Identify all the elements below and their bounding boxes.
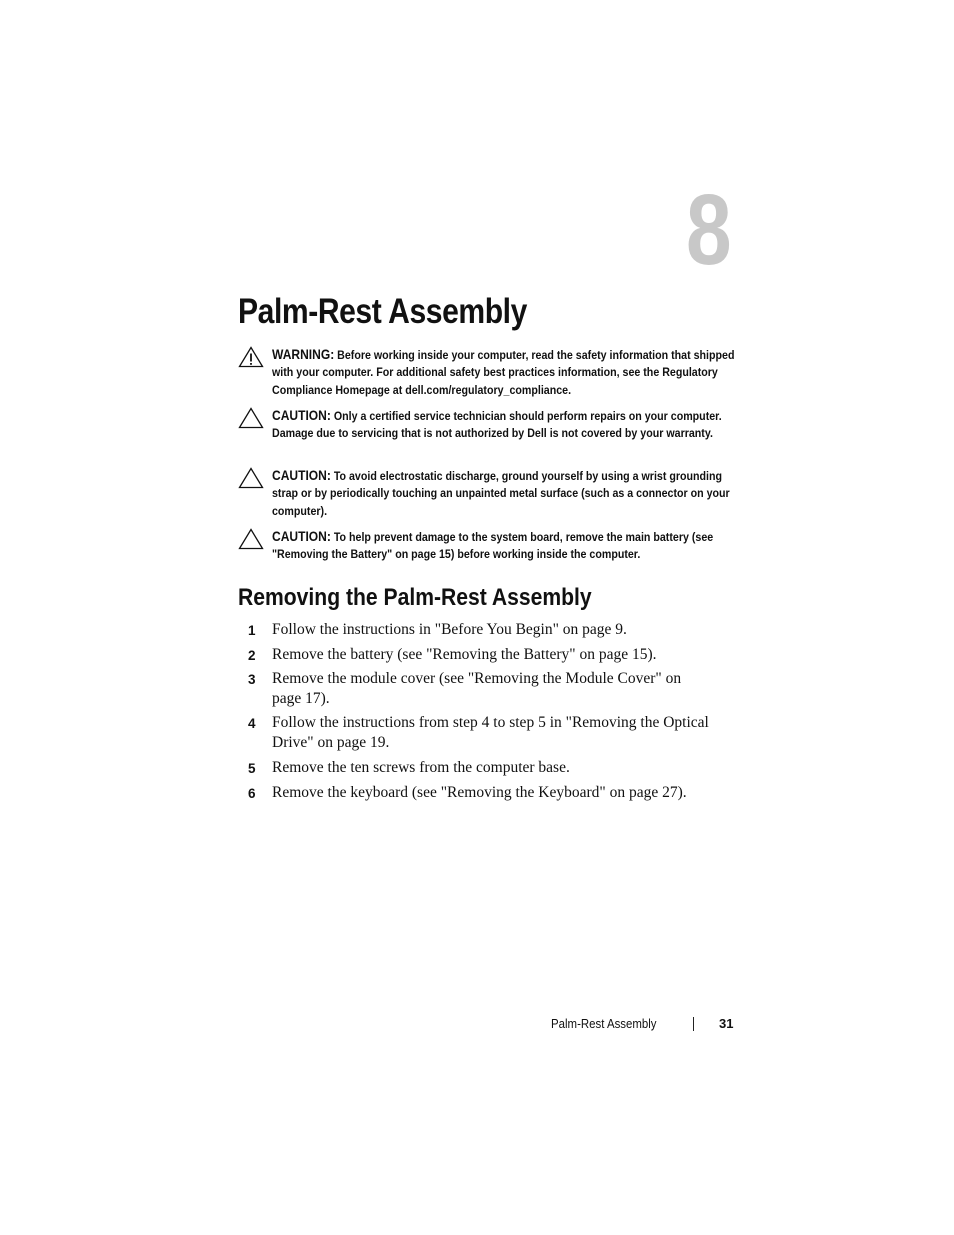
caution-label: CAUTION: bbox=[272, 467, 331, 483]
caution-text bbox=[272, 528, 736, 564]
page-title: Palm-Rest Assembly bbox=[238, 292, 527, 331]
warning-label: WARNING: bbox=[272, 346, 335, 362]
step-number: 2 bbox=[248, 648, 256, 663]
page-number: 31 bbox=[719, 1016, 734, 1031]
page-footer bbox=[551, 1014, 741, 1034]
step-number: 5 bbox=[248, 761, 256, 776]
warning-text bbox=[272, 346, 736, 399]
caution-body: To help prevent damage to the system board, remove the main battery (see "Removing the Battery" on page 15) before working inside the computer. bbox=[272, 530, 714, 562]
caution-label: CAUTION: bbox=[272, 407, 331, 423]
caution-body: To avoid electrostatic discharge, ground yourself by using a wrist grounding strap or by periodically touching an unpainted metal surface (such as a connector on your computer). bbox=[272, 469, 730, 518]
step-text: Remove the ten screws from the computer base. bbox=[272, 759, 570, 776]
caution-icon bbox=[238, 407, 264, 429]
step-text: Remove the module cover (see "Removing the Module Cover" on page 17). bbox=[272, 670, 682, 707]
footer-title: Palm-Rest Assembly bbox=[551, 1016, 657, 1031]
caution-label: CAUTION: bbox=[272, 528, 331, 544]
step-number: 1 bbox=[248, 623, 256, 638]
chapter-number: 8 bbox=[686, 174, 732, 286]
section-heading: Removing the Palm-Rest Assembly bbox=[238, 584, 592, 611]
step-text: Remove the battery (see "Removing the Battery" on page 15). bbox=[272, 646, 657, 663]
step-number: 6 bbox=[248, 786, 256, 801]
warning-body: Before working inside your computer, read the safety information that shipped with your computer. For additional safety best practices information, see the Regulatory Compliance Homepage at dell.com/regulatory_compliance. bbox=[272, 348, 735, 397]
caution-icon bbox=[238, 467, 264, 489]
caution-text bbox=[272, 467, 736, 520]
caution-icon bbox=[238, 528, 264, 550]
footer-divider bbox=[693, 1017, 694, 1031]
caution-body: Only a certified service technician should perform repairs on your computer. Damage due to servicing that is not authorized by Dell is not covered by your warranty. bbox=[272, 409, 722, 441]
step-number: 4 bbox=[248, 716, 256, 731]
caution-text bbox=[272, 407, 736, 443]
step-text: Follow the instructions from step 4 to step 5 in "Removing the Optical Drive" on page 19. bbox=[272, 714, 709, 751]
step-number: 3 bbox=[248, 672, 256, 687]
warning-icon bbox=[238, 346, 264, 368]
step-text: Remove the keyboard (see "Removing the Keyboard" on page 27). bbox=[272, 784, 687, 801]
step-text: Follow the instructions in "Before You Begin" on page 9. bbox=[272, 621, 627, 638]
